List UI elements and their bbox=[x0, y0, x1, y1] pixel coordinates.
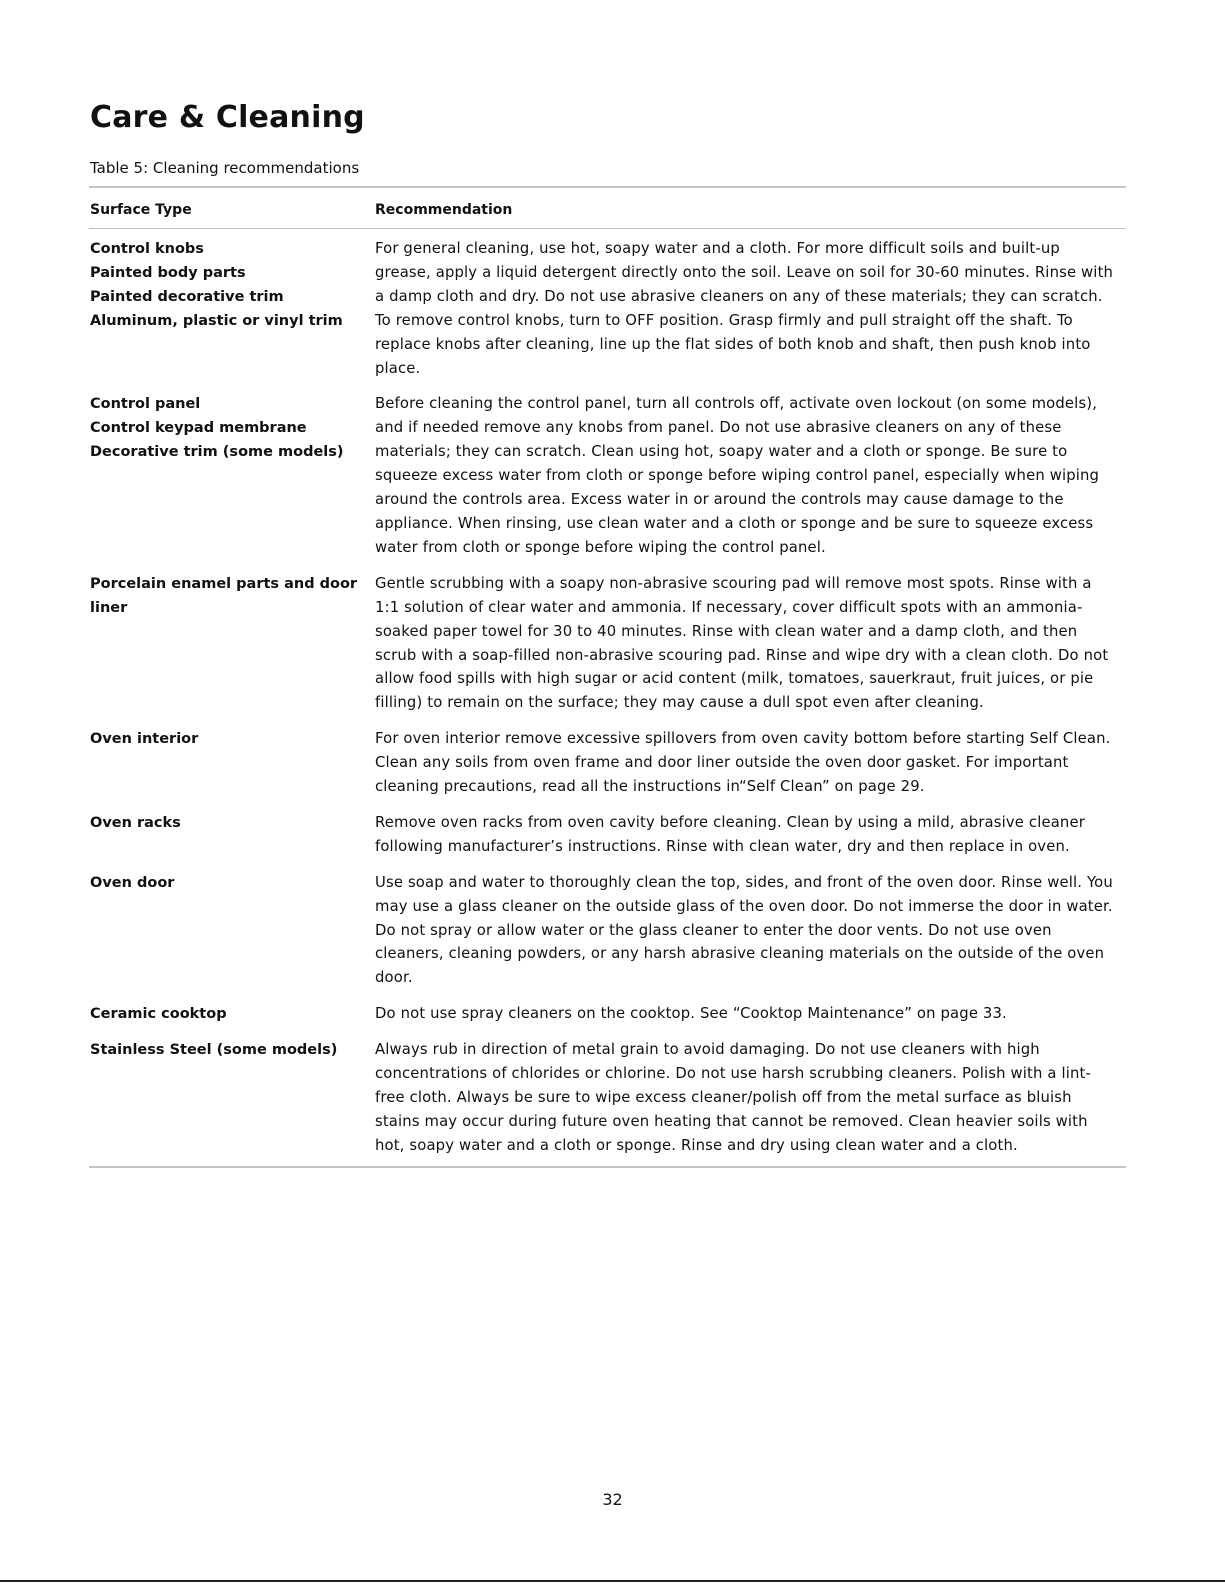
surface-type: liner bbox=[90, 599, 128, 616]
table-body bbox=[89, 229, 1126, 1158]
recommendation-cell: Before cleaning the control panel, turn all controls off, activate oven lockout (on some models), and if needed remove any knobs from panel. Do not use abrasive cleaners on any of these materials; they can scratch. Clean using hot, soapy water and a cloth or sponge. Be sure to squeeze excess water from cloth or sponge before wiping control panel, especially when wiping around the controls area. Excess water in or around the controls may cause damage to the appliance. When rinsing, use clean water and a cloth or sponge and be sure to squeeze excess water from cloth or sponge before wiping the control panel. bbox=[375, 395, 1100, 556]
surface-type: Painted body parts bbox=[90, 265, 246, 281]
surface-type-cell bbox=[89, 237, 375, 380]
table-header-row bbox=[89, 188, 1126, 228]
surface-type-cell bbox=[89, 871, 375, 991]
table-row bbox=[89, 237, 1126, 380]
table-bottom-rule bbox=[89, 1166, 1126, 1168]
recommendation-cell: For general cleaning, use hot, soapy water and a cloth. For more difficult soils and built-up grease, apply a liquid detergent directly onto the soil. Leave on soil for 30-60 minutes. Rinse with a damp cloth and dry. Do not use abrasive cleaners on any of these materials; they can scratch. To remove control knobs, turn to OFF position. Grasp firmly and pull straight off the shaft. To replace knobs after cleaning, line up the flat sides of both knob and shaft, then push knob into place. bbox=[375, 240, 1114, 377]
surface-type: Decorative trim (some models) bbox=[90, 444, 344, 461]
table-row bbox=[89, 392, 1126, 559]
surface-type: Stainless Steel (some models) bbox=[90, 1042, 338, 1059]
surface-type: Control keypad membrane bbox=[90, 420, 307, 437]
recommendation-cell: Gentle scrubbing with a soapy non-abrasive scouring pad will remove most spots. Rinse with a 1:1 solution of clear water and ammonia. If necessary, cover difficult spots with an ammonia-soaked paper towel for 30 to 40 minutes. Rinse with clean water and a damp cloth, and then scrub with a soap-filled non-abrasive scouring pad. Rinse and wipe dry with a clean cloth. Do not allow food spills with high sugar or acid content (milk, tomatoes, sauerkraut, fruit juices, or pie filling) to remain on the surface; they may cause a dull spot even after cleaning. bbox=[375, 574, 1109, 712]
recommendation-cell: Remove oven racks from oven cavity before cleaning. Clean by using a mild, abrasive cleaner following manufacturer’s instructions. Rinse with clean water, dry and then replace in oven. bbox=[375, 813, 1085, 855]
surface-type: Porcelain enamel parts and door bbox=[90, 575, 358, 592]
surface-type: Oven interior bbox=[90, 731, 199, 748]
surface-type-cell bbox=[89, 727, 375, 799]
header-surface-type: Surface Type bbox=[90, 202, 192, 218]
recommendation-cell: Do not use spray cleaners on the cooktop. See “Cooktop Maintenance” on page 33. bbox=[375, 1005, 1007, 1023]
surface-type: Aluminum, plastic or vinyl trim bbox=[90, 313, 343, 329]
table-row bbox=[89, 1002, 1126, 1026]
recommendation-cell: Always rub in direction of metal grain to avoid damaging. Do not use cleaners with high concentrations of chlorides or chlorine. Do not use harsh scrubbing cleaners. Polish with a lint-free cloth. Always be sure to wipe excess cleaner/polish off from the metal surface as bluish stains may occur during future oven heating that cannot be removed. Clean heavier soils with hot, soapy water and a cloth or sponge. Rinse and dry using clean water and a cloth. bbox=[375, 1041, 1091, 1154]
table-row bbox=[89, 811, 1126, 859]
page-number: 32 bbox=[602, 1490, 623, 1509]
table-row bbox=[89, 871, 1126, 991]
table-caption: Table 5: Cleaning recommendations bbox=[90, 159, 360, 177]
surface-type: Ceramic cooktop bbox=[90, 1006, 227, 1023]
page-bottom-edge bbox=[0, 1580, 1225, 1582]
surface-type-cell bbox=[89, 811, 375, 859]
table-row bbox=[89, 572, 1126, 715]
surface-type-cell bbox=[89, 572, 375, 715]
surface-type-cell bbox=[89, 392, 375, 559]
surface-type: Painted decorative trim bbox=[90, 289, 284, 305]
page-title: Care & Cleaning bbox=[90, 100, 365, 135]
cleaning-table bbox=[89, 186, 1126, 1168]
recommendation-cell: For oven interior remove excessive spillovers from oven cavity bottom before starting Self Clean. Clean any soils from oven frame and door liner outside the oven door gasket. For important cleaning precautions, read all the instructions in“Self Clean” on page 29. bbox=[375, 730, 1111, 796]
surface-type: Oven racks bbox=[90, 814, 181, 831]
surface-type: Control knobs bbox=[90, 241, 204, 257]
surface-type: Oven door bbox=[90, 874, 175, 891]
surface-type-cell bbox=[89, 1002, 375, 1026]
table-row bbox=[89, 1038, 1126, 1158]
table-row bbox=[89, 727, 1126, 799]
header-recommendation: Recommendation bbox=[375, 202, 513, 218]
surface-type: Control panel bbox=[90, 396, 201, 413]
recommendation-cell: Use soap and water to thoroughly clean the top, sides, and front of the oven door. Rinse well. You may use a glass cleaner on the outside glass of the oven door. Do not immerse the door in water. Do not spray or allow water or the glass cleaner to enter the door vents. Do not use oven cleaners, cleaning powders, or any harsh abrasive cleaning materials on the outside of the oven door. bbox=[375, 873, 1113, 987]
surface-type-cell bbox=[89, 1038, 375, 1158]
